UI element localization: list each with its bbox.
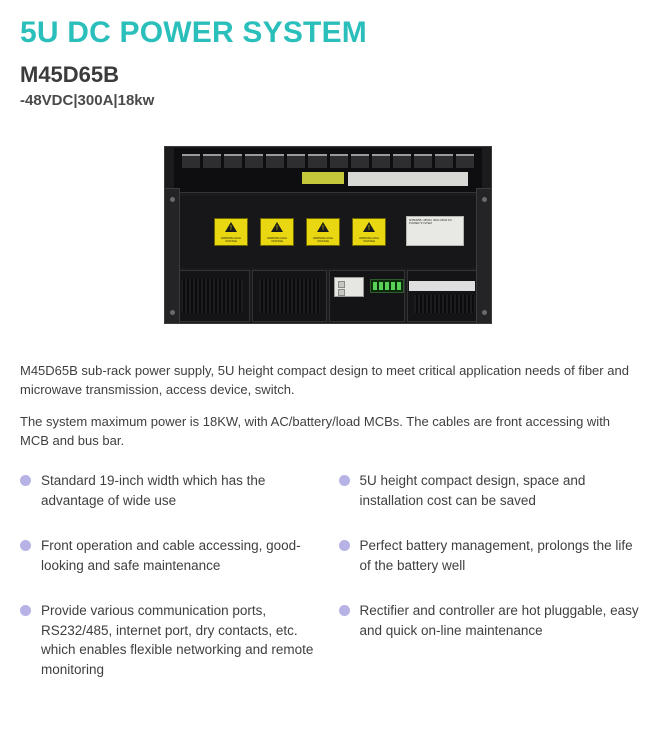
bullet-icon	[20, 540, 31, 551]
bullet-icon	[20, 605, 31, 616]
warning-label-icon	[214, 218, 248, 246]
breaker-icon	[414, 154, 432, 168]
breaker-icon	[245, 154, 263, 168]
warning-exclamation-icon: !	[368, 224, 370, 232]
controller-button-icon	[338, 289, 345, 296]
feature-item	[339, 536, 642, 575]
led-icon	[397, 282, 401, 290]
top-breaker-shelf	[174, 148, 482, 193]
vent-grille-icon	[414, 295, 476, 313]
mounting-ear-right	[476, 188, 492, 324]
product-datasheet-page	[0, 16, 661, 730]
vent-grille-icon	[259, 279, 321, 313]
breaker-icon	[266, 154, 284, 168]
bullet-icon	[20, 475, 31, 486]
warning-label-text: WARNING HIGH VOLTAGE	[267, 237, 287, 244]
product-specs: -48VDC|300A|18kw	[20, 92, 155, 110]
warning-label-text: WARNING HIGH VOLTAGE	[313, 237, 333, 244]
warning-label-icon	[260, 218, 294, 246]
warning-label-icon	[352, 218, 386, 246]
breaker-icon	[393, 154, 411, 168]
description-paragraph-1: M45D65B sub-rack power supply, 5U height compact design to meet critical application needs of fiber and microwave transmission, access device, switch.	[20, 362, 629, 397]
controller-button-icon	[338, 281, 345, 288]
mounting-hole-icon	[482, 310, 487, 315]
warning-label-text: WARNING HIGH VOLTAGE	[221, 237, 241, 244]
mounting-ear-left	[164, 188, 180, 324]
feature-text: Provide various communication ports, RS232/485, internet port, dry contacts, etc. which enables flexible networking and remote monitoring	[41, 603, 314, 677]
controller-panel	[334, 277, 364, 297]
mounting-hole-icon	[170, 310, 175, 315]
breaker-row	[182, 154, 474, 168]
warning-exclamation-icon: !	[322, 224, 324, 232]
rectifier-module	[174, 270, 250, 322]
page-title: 5U DC POWER SYSTEM	[20, 16, 367, 49]
bullet-icon	[339, 540, 350, 551]
led-indicator-strip	[370, 279, 404, 293]
top-white-label	[348, 172, 468, 186]
feature-item	[20, 601, 323, 679]
yellow-tag	[302, 172, 344, 184]
warning-label-text: WARNING HIGH VOLTAGE	[359, 237, 379, 244]
led-icon	[379, 282, 383, 290]
breaker-icon	[435, 154, 453, 168]
led-icon	[385, 282, 389, 290]
breaker-icon	[203, 154, 221, 168]
breaker-icon	[224, 154, 242, 168]
bullet-icon	[339, 605, 350, 616]
feature-text: 5U height compact design, space and installation cost can be saved	[359, 473, 586, 508]
product-model: M45D65B	[20, 62, 120, 87]
mounting-hole-icon	[170, 197, 175, 202]
rectifier-module	[407, 270, 483, 322]
warning-exclamation-icon: !	[276, 224, 278, 232]
feature-text: Standard 19-inch width which has the advantage of wide use	[41, 473, 266, 508]
vent-grille-icon	[181, 279, 243, 313]
breaker-icon	[456, 154, 474, 168]
breaker-icon	[287, 154, 305, 168]
feature-text: Rectifier and controller are hot pluggable, easy and quick on-line maintenance	[359, 603, 639, 638]
description-paragraph-2: The system maximum power is 18KW, with AC/battery/load MCBs. The cables are front accessing with MCB and bus bar.	[20, 414, 611, 449]
warning-label-icon	[306, 218, 340, 246]
feature-item	[339, 471, 642, 510]
led-icon	[391, 282, 395, 290]
breaker-icon	[351, 154, 369, 168]
breaker-icon	[372, 154, 390, 168]
product-image	[164, 146, 492, 324]
module-sticker	[409, 281, 475, 291]
breaker-icon	[182, 154, 200, 168]
feature-list	[14, 471, 647, 680]
breaker-icon	[308, 154, 326, 168]
mid-band	[174, 196, 482, 268]
spec-plate: M45D65B -48VDC 300A 18kW DC POWER SYSTEM	[406, 216, 464, 246]
warning-exclamation-icon: !	[230, 224, 232, 232]
product-image-area	[14, 136, 647, 356]
feature-item	[20, 536, 323, 575]
led-icon	[373, 282, 377, 290]
feature-item	[339, 601, 642, 679]
breaker-icon	[330, 154, 348, 168]
mounting-hole-icon	[482, 197, 487, 202]
controller-module	[329, 270, 405, 322]
feature-text: Front operation and cable accessing, good-looking and safe maintenance	[41, 538, 301, 573]
feature-text: Perfect battery management, prolongs the life of the battery well	[359, 538, 633, 573]
bullet-icon	[339, 475, 350, 486]
module-row	[174, 270, 482, 322]
rectifier-module	[252, 270, 328, 322]
feature-item	[20, 471, 323, 510]
